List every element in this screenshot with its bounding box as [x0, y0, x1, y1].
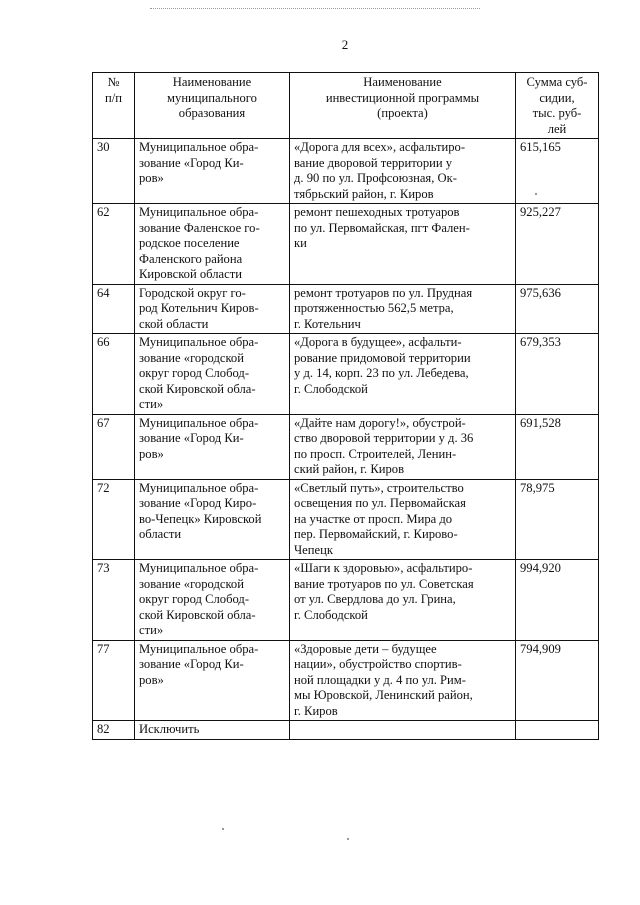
amount-cell	[516, 721, 599, 740]
table-row	[93, 721, 599, 740]
table-row	[93, 284, 599, 334]
header-program: Наименование инвестиционной программы (проекта)	[290, 73, 516, 139]
row-number-cell: 64	[93, 284, 135, 334]
table-header-row	[93, 73, 599, 139]
program-cell: «Дорога для всех», асфальтиро- вание дворовой территории у д. 90 по ул. Профсоюзная, Ок- тябрьский район, г. Киров	[290, 139, 516, 204]
scan-speck	[347, 838, 349, 840]
header-num: № п/п	[93, 73, 135, 139]
row-number-cell: 62	[93, 204, 135, 285]
amount-cell: 975,636	[516, 284, 599, 334]
amount-cell: 78,975	[516, 479, 599, 560]
row-number-cell: 73	[93, 560, 135, 641]
table-row	[93, 640, 599, 721]
top-rule	[150, 8, 480, 10]
page-number: 2	[341, 37, 349, 52]
amount-cell: 615,165	[516, 139, 599, 204]
program-cell: «Шаги к здоровью», асфальтиро- вание тротуаров по ул. Советская от ул. Свердлова до ул. Грина, г. Слободской	[290, 560, 516, 641]
amount-cell: 691,528	[516, 414, 599, 479]
municipality-cell: Муниципальное обра- зование «Город Ки- ров»	[135, 414, 290, 479]
municipality-cell: Муниципальное обра- зование «Город Ки- ров»	[135, 640, 290, 721]
table-row	[93, 414, 599, 479]
municipality-cell: Муниципальное обра- зование «городской округ город Слобод- ской Кировской обла- сти»	[135, 560, 290, 641]
municipality-cell: Муниципальное обра- зование «Город Ки- ров»	[135, 139, 290, 204]
row-number-cell: 82	[93, 721, 135, 740]
program-cell: «Здоровые дети – будущее нации», обустройство спортив- ной площадки у д. 4 по ул. Рим- мы Юровской, Ленинский район, г. Киров	[290, 640, 516, 721]
table-row	[93, 139, 599, 204]
municipality-cell: Муниципальное обра- зование «Город Киро- во-Чепецк» Кировской области	[135, 479, 290, 560]
program-cell: ремонт пешеходных тротуаров по ул. Первомайская, пгт Фален- ки	[290, 204, 516, 285]
table-row	[93, 479, 599, 560]
scan-speck	[222, 828, 224, 830]
program-cell: «Светлый путь», строительство освещения по ул. Первомайская на участке от просп. Мира до пер. Первомайский, г. Кирово- Чепецк	[290, 479, 516, 560]
table-row	[93, 204, 599, 285]
row-number-cell: 72	[93, 479, 135, 560]
row-number-cell: 67	[93, 414, 135, 479]
row-number-cell: 77	[93, 640, 135, 721]
municipality-cell: Муниципальное обра- зование Фаленское го- родское поселение Фаленского района Кировской области	[135, 204, 290, 285]
header-amount: Сумма суб- сидии, тыс. руб- лей	[516, 73, 599, 139]
row-number-cell: 66	[93, 334, 135, 415]
program-cell: ремонт тротуаров по ул. Прудная протяженностью 562,5 метра, г. Котельнич	[290, 284, 516, 334]
program-cell: «Дайте нам дорогу!», обустрой- ство дворовой территории у д. 36 по просп. Строителей, Ленин- ский район, г. Киров	[290, 414, 516, 479]
municipality-cell: Исключить	[135, 721, 290, 740]
amount-cell: 925,227	[516, 204, 599, 285]
subsidy-table	[92, 72, 599, 740]
municipality-cell: Муниципальное обра- зование «городской округ город Слобод- ской Кировской обла- сти»	[135, 334, 290, 415]
amount-cell: 679,353	[516, 334, 599, 415]
scan-speck	[535, 193, 537, 195]
table-row	[93, 334, 599, 415]
table-row	[93, 560, 599, 641]
row-number-cell: 30	[93, 139, 135, 204]
program-cell	[290, 721, 516, 740]
amount-cell: 794,909	[516, 640, 599, 721]
amount-cell: 994,920	[516, 560, 599, 641]
program-cell: «Дорога в будущее», асфальти- рование придомовой территории у д. 14, корп. 23 по ул. Лебедева, г. Слободской	[290, 334, 516, 415]
header-municipality: Наименование муниципального образования	[135, 73, 290, 139]
municipality-cell: Городской округ го- род Котельнич Киров- ской области	[135, 284, 290, 334]
